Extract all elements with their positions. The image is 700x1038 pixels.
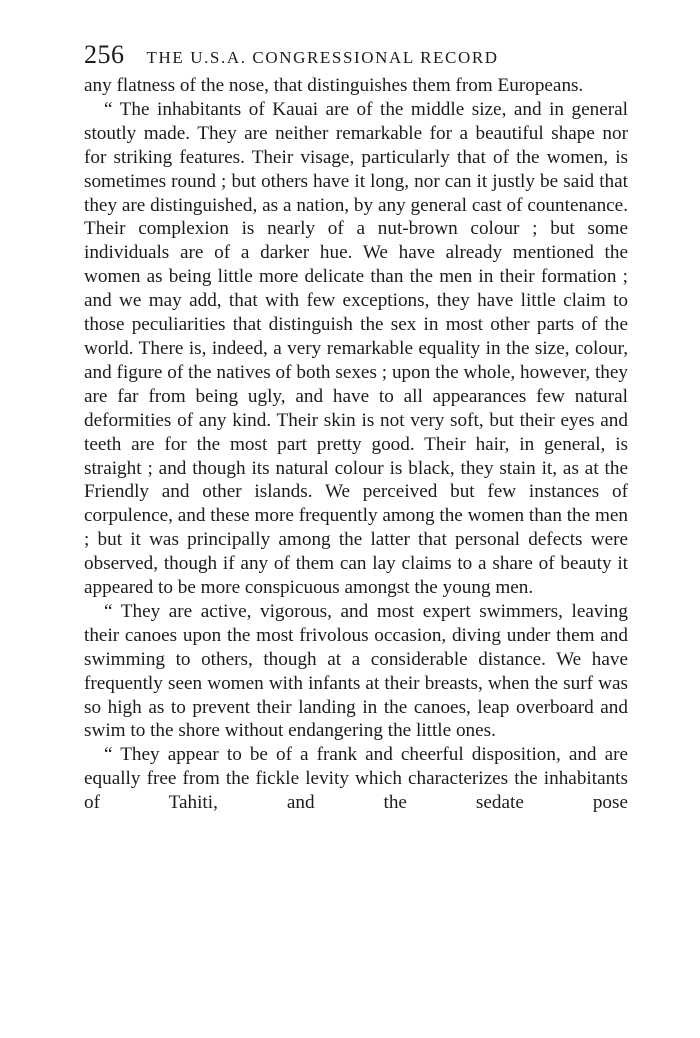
page-number: 256 xyxy=(84,40,125,69)
book-page xyxy=(84,40,628,815)
paragraph-continuation: any flatness of the nose, that distinguishes them from Europeans. xyxy=(84,75,584,96)
paragraph-swimmers: “ They are active, vigorous, and most expert swimmers, leaving their canoes upon the most frivolous occasion, diving under them and swimming to others, though at a considerable distance. We have frequently seen women with infants at their breasts, when the surf was so high as to prevent their landing in the canoes, leap overboard and swim to the shore without endangering the little ones. xyxy=(84,600,628,742)
paragraph-inhabitants-description: “ The inhabitants of Kauai are of the middle size, and in general stoutly made. They are neither remarkable for a beautiful shape nor for striking features. Their visage, particularly that of the women, is sometimes round ; but others have it long, nor can it justly be said that they are distinguished, as a nation, by any general cast of countenance. Their complexion is nearly of a nut-brown colour ; but some individuals are of a darker hue. We have already mentioned the women as being little more delicate than the men in their formation ; and we may add, that with few exceptions, they have little claim to those peculiarities that distinguish the sex in most other parts of the world. There is, indeed, a very remarkable equality in the size, colour, and figure of the natives of both sexes ; upon the whole, however, they are far from being ugly, and have to all appearances few natural deformities of any kind. Their skin is not very soft, but their eyes and teeth are for the most part pretty good. Their hair, in general, is straight ; and though its natural colour is black, they stain it, as at the Friendly and other islands. We perceived but few instances of corpulence, and these more frequently among the women than the men ; but it was principally among the latter that personal defects were observed, though if any of them can lay claims to a share of beauty it appeared to be more conspicuous amongst the young men. xyxy=(84,98,628,599)
body-text xyxy=(84,74,628,815)
paragraph-disposition: “ They appear to be of a frank and cheerful disposition, and are equally free from the fickle levity which characterizes the inhabitants of Tahiti, and the sedate pose xyxy=(84,744,628,814)
page-header-title: THE U.S.A. CONGRESSIONAL RECORD xyxy=(146,48,499,67)
running-head xyxy=(84,40,628,70)
